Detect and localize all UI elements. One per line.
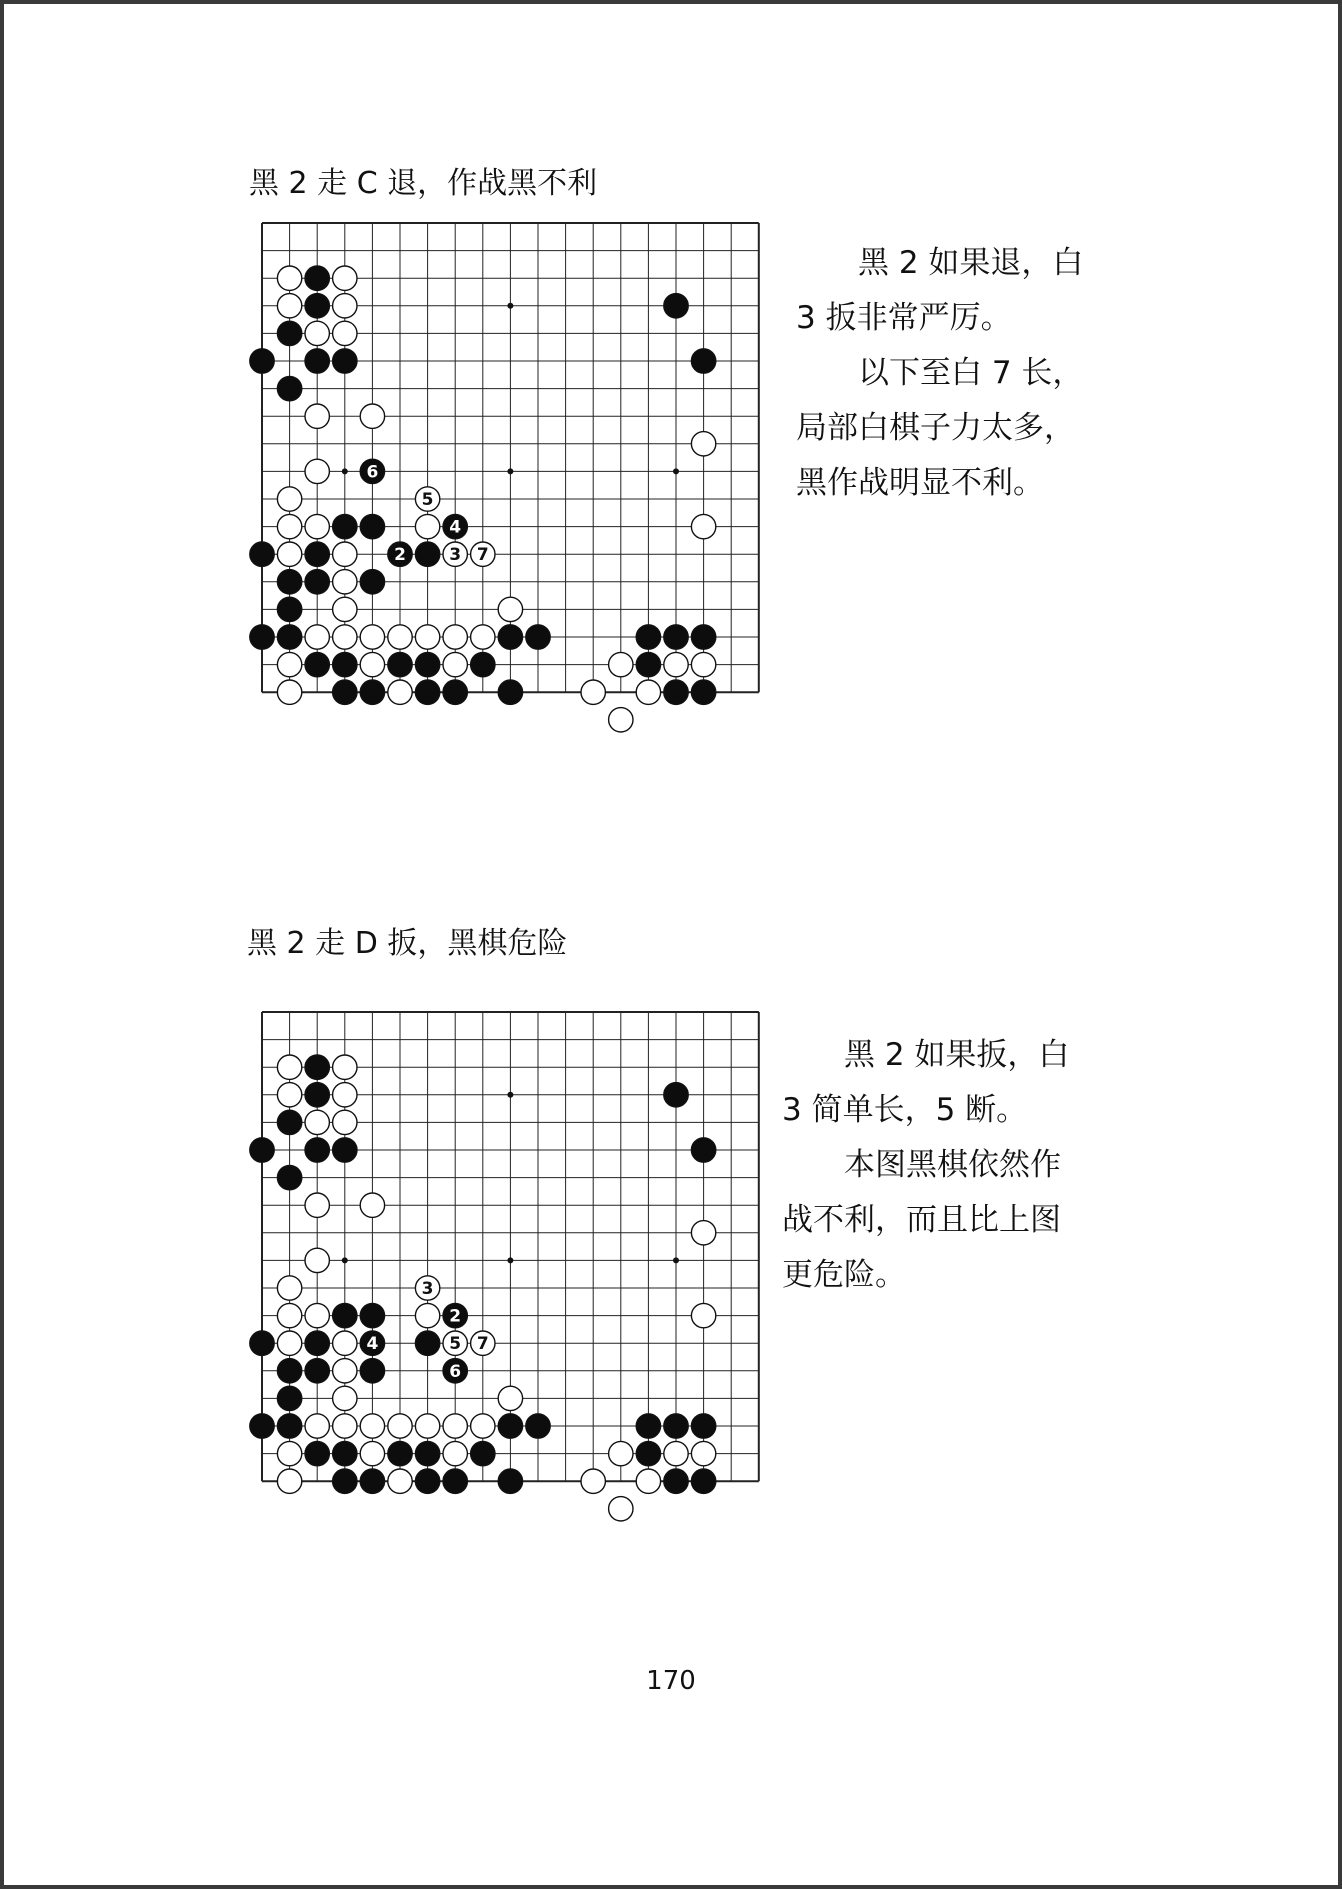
move-number-label: 7 bbox=[476, 1334, 489, 1355]
white-stone bbox=[305, 404, 329, 428]
white-stone bbox=[443, 1414, 467, 1438]
black-stone bbox=[415, 542, 439, 566]
white-stone bbox=[636, 1469, 660, 1493]
white-stone bbox=[664, 652, 688, 676]
black-stone bbox=[691, 1414, 715, 1438]
black-stone bbox=[691, 349, 715, 373]
star-point bbox=[673, 1257, 679, 1263]
black-stone bbox=[277, 570, 301, 594]
star-point bbox=[507, 468, 513, 474]
black-stone bbox=[250, 1331, 274, 1355]
black-stone bbox=[250, 542, 274, 566]
black-stone bbox=[664, 294, 688, 318]
white-stone bbox=[277, 514, 301, 538]
white-stone bbox=[333, 625, 357, 649]
black-stone bbox=[498, 1414, 522, 1438]
diagram-2-paragraph-2: 本图黑棋依然作战不利，而且比上图更危险。 bbox=[782, 1147, 1061, 1293]
star-point bbox=[342, 1257, 348, 1263]
white-stone bbox=[691, 432, 715, 456]
white-stone bbox=[333, 1083, 357, 1107]
black-stone bbox=[664, 1083, 688, 1107]
white-stone bbox=[636, 680, 660, 704]
white-stone bbox=[333, 570, 357, 594]
white-stone bbox=[360, 1441, 384, 1465]
move-number-label: 2 bbox=[394, 545, 406, 566]
white-stone bbox=[277, 266, 301, 290]
black-stone bbox=[277, 1359, 301, 1383]
white-stone bbox=[277, 1469, 301, 1493]
white-stone bbox=[277, 680, 301, 704]
white-stone bbox=[388, 1469, 412, 1493]
white-stone bbox=[277, 1276, 301, 1300]
white-stone bbox=[277, 1303, 301, 1327]
black-stone bbox=[471, 1441, 495, 1465]
move-number-label: 5 bbox=[421, 490, 434, 510]
white-stone bbox=[498, 597, 522, 621]
black-stone bbox=[636, 1441, 660, 1465]
white-stone bbox=[333, 542, 357, 566]
black-stone bbox=[333, 1469, 357, 1493]
white-stone bbox=[498, 1386, 522, 1410]
star-point bbox=[507, 1092, 513, 1098]
black-stone bbox=[305, 1331, 329, 1355]
black-stone bbox=[498, 680, 522, 704]
black-stone bbox=[333, 652, 357, 676]
black-stone bbox=[360, 1469, 384, 1493]
white-stone bbox=[333, 266, 357, 290]
move-number-label: 6 bbox=[449, 1361, 462, 1382]
black-stone bbox=[250, 1414, 274, 1438]
white-stone bbox=[277, 294, 301, 318]
diagram-2-heading: 黑 2 走 D 扳，黑棋危险 bbox=[247, 926, 568, 961]
black-stone bbox=[664, 1469, 688, 1493]
black-stone bbox=[691, 1469, 715, 1493]
black-stone bbox=[498, 625, 522, 649]
black-stone bbox=[305, 570, 329, 594]
white-stone bbox=[305, 514, 329, 538]
white-stone bbox=[333, 1110, 357, 1134]
black-stone bbox=[691, 1138, 715, 1162]
black-stone bbox=[415, 1469, 439, 1493]
black-stone bbox=[415, 680, 439, 704]
white-stone bbox=[305, 1248, 329, 1272]
white-stone bbox=[360, 625, 384, 649]
black-stone bbox=[498, 1469, 522, 1493]
move-number-label: 6 bbox=[366, 462, 379, 483]
black-stone bbox=[471, 652, 495, 676]
black-stone bbox=[305, 1359, 329, 1383]
white-stone bbox=[360, 652, 384, 676]
white-stone bbox=[305, 625, 329, 649]
black-stone bbox=[388, 1441, 412, 1465]
move-number-label: 3 bbox=[449, 545, 462, 566]
white-stone bbox=[333, 1386, 357, 1410]
white-stone bbox=[691, 1221, 715, 1245]
white-stone bbox=[609, 1497, 633, 1521]
white-stone bbox=[388, 1414, 412, 1438]
move-number-label: 2 bbox=[449, 1306, 462, 1327]
black-stone bbox=[415, 652, 439, 676]
white-stone bbox=[691, 1441, 715, 1465]
white-stone bbox=[581, 680, 605, 704]
black-stone bbox=[277, 376, 301, 400]
black-stone bbox=[305, 1083, 329, 1107]
white-stone bbox=[333, 321, 357, 345]
white-stone bbox=[443, 652, 467, 676]
black-stone bbox=[277, 597, 301, 621]
white-stone bbox=[305, 1414, 329, 1438]
black-stone bbox=[333, 514, 357, 538]
black-stone bbox=[664, 625, 688, 649]
white-stone bbox=[333, 597, 357, 621]
black-stone bbox=[305, 266, 329, 290]
black-stone bbox=[305, 349, 329, 373]
white-stone bbox=[277, 487, 301, 511]
black-stone bbox=[664, 1414, 688, 1438]
white-stone bbox=[333, 1359, 357, 1383]
white-stone bbox=[333, 1414, 357, 1438]
go-board-1 bbox=[257, 218, 767, 818]
black-stone bbox=[277, 625, 301, 649]
black-stone bbox=[636, 625, 660, 649]
black-stone bbox=[277, 1110, 301, 1134]
black-stone bbox=[333, 680, 357, 704]
move-number-label: 3 bbox=[421, 1279, 434, 1299]
white-stone bbox=[609, 1441, 633, 1465]
black-stone bbox=[250, 625, 274, 649]
go-board-2 bbox=[257, 1007, 767, 1607]
black-stone bbox=[333, 1303, 357, 1327]
white-stone bbox=[333, 1331, 357, 1355]
white-stone bbox=[305, 1110, 329, 1134]
white-stone bbox=[415, 514, 439, 538]
black-stone bbox=[360, 1303, 384, 1327]
diagram-1-heading: 黑 2 走 C 退，作战黑不利 bbox=[249, 166, 598, 201]
white-stone bbox=[691, 652, 715, 676]
star-point bbox=[342, 468, 348, 474]
white-stone bbox=[360, 404, 384, 428]
black-stone bbox=[526, 1414, 550, 1438]
black-stone bbox=[277, 1165, 301, 1189]
black-stone bbox=[443, 680, 467, 704]
white-stone bbox=[443, 1441, 467, 1465]
white-stone bbox=[305, 1193, 329, 1217]
white-stone bbox=[333, 1055, 357, 1079]
black-stone bbox=[360, 680, 384, 704]
white-stone bbox=[691, 514, 715, 538]
black-stone bbox=[277, 1386, 301, 1410]
star-point bbox=[673, 468, 679, 474]
white-stone bbox=[305, 1303, 329, 1327]
white-stone bbox=[691, 1303, 715, 1327]
white-stone bbox=[415, 625, 439, 649]
white-stone bbox=[277, 1083, 301, 1107]
white-stone bbox=[471, 1414, 495, 1438]
white-stone bbox=[609, 708, 633, 732]
black-stone bbox=[636, 652, 660, 676]
black-stone bbox=[636, 1414, 660, 1438]
black-stone bbox=[305, 1138, 329, 1162]
black-stone bbox=[443, 1469, 467, 1493]
black-stone bbox=[250, 349, 274, 373]
white-stone bbox=[277, 1441, 301, 1465]
black-stone bbox=[305, 542, 329, 566]
black-stone bbox=[305, 294, 329, 318]
white-stone bbox=[443, 625, 467, 649]
black-stone bbox=[333, 1441, 357, 1465]
black-stone bbox=[388, 652, 412, 676]
black-stone bbox=[277, 1414, 301, 1438]
star-point bbox=[507, 303, 513, 309]
diagram-1-paragraph-2: 以下至白 7 长，局部白棋子力太多，黑作战明显不利。 bbox=[796, 355, 1084, 501]
move-number-label: 4 bbox=[449, 517, 462, 538]
black-stone bbox=[277, 321, 301, 345]
black-stone bbox=[691, 625, 715, 649]
white-stone bbox=[415, 1414, 439, 1438]
diagram-2-description bbox=[782, 1028, 1082, 1303]
black-stone bbox=[360, 1359, 384, 1383]
black-stone bbox=[664, 680, 688, 704]
black-stone bbox=[691, 680, 715, 704]
white-stone bbox=[277, 542, 301, 566]
white-stone bbox=[664, 1441, 688, 1465]
white-stone bbox=[471, 625, 495, 649]
black-stone bbox=[415, 1331, 439, 1355]
white-stone bbox=[388, 625, 412, 649]
white-stone bbox=[388, 680, 412, 704]
white-stone bbox=[305, 321, 329, 345]
white-stone bbox=[277, 652, 301, 676]
diagram-1-paragraph-1: 黑 2 如果退，白 3 扳非常严厉。 bbox=[796, 245, 1084, 336]
move-number-label: 7 bbox=[476, 545, 489, 566]
white-stone bbox=[360, 1193, 384, 1217]
star-point bbox=[507, 1257, 513, 1263]
diagram-2-paragraph-1: 黑 2 如果扳，白 3 简单长，5 断。 bbox=[782, 1037, 1070, 1128]
move-number-label: 4 bbox=[366, 1334, 379, 1355]
black-stone bbox=[526, 625, 550, 649]
white-stone bbox=[277, 1331, 301, 1355]
black-stone bbox=[415, 1441, 439, 1465]
white-stone bbox=[277, 1055, 301, 1079]
black-stone bbox=[333, 1138, 357, 1162]
black-stone bbox=[305, 652, 329, 676]
white-stone bbox=[333, 294, 357, 318]
page-number: 170 bbox=[646, 1666, 696, 1696]
white-stone bbox=[415, 1303, 439, 1327]
black-stone bbox=[360, 570, 384, 594]
black-stone bbox=[305, 1441, 329, 1465]
move-number-label: 5 bbox=[449, 1334, 462, 1355]
black-stone bbox=[333, 349, 357, 373]
white-stone bbox=[581, 1469, 605, 1493]
black-stone bbox=[360, 514, 384, 538]
white-stone bbox=[360, 1414, 384, 1438]
black-stone bbox=[250, 1138, 274, 1162]
diagram-1-description bbox=[796, 236, 1096, 511]
white-stone bbox=[609, 652, 633, 676]
white-stone bbox=[305, 459, 329, 483]
black-stone bbox=[305, 1055, 329, 1079]
